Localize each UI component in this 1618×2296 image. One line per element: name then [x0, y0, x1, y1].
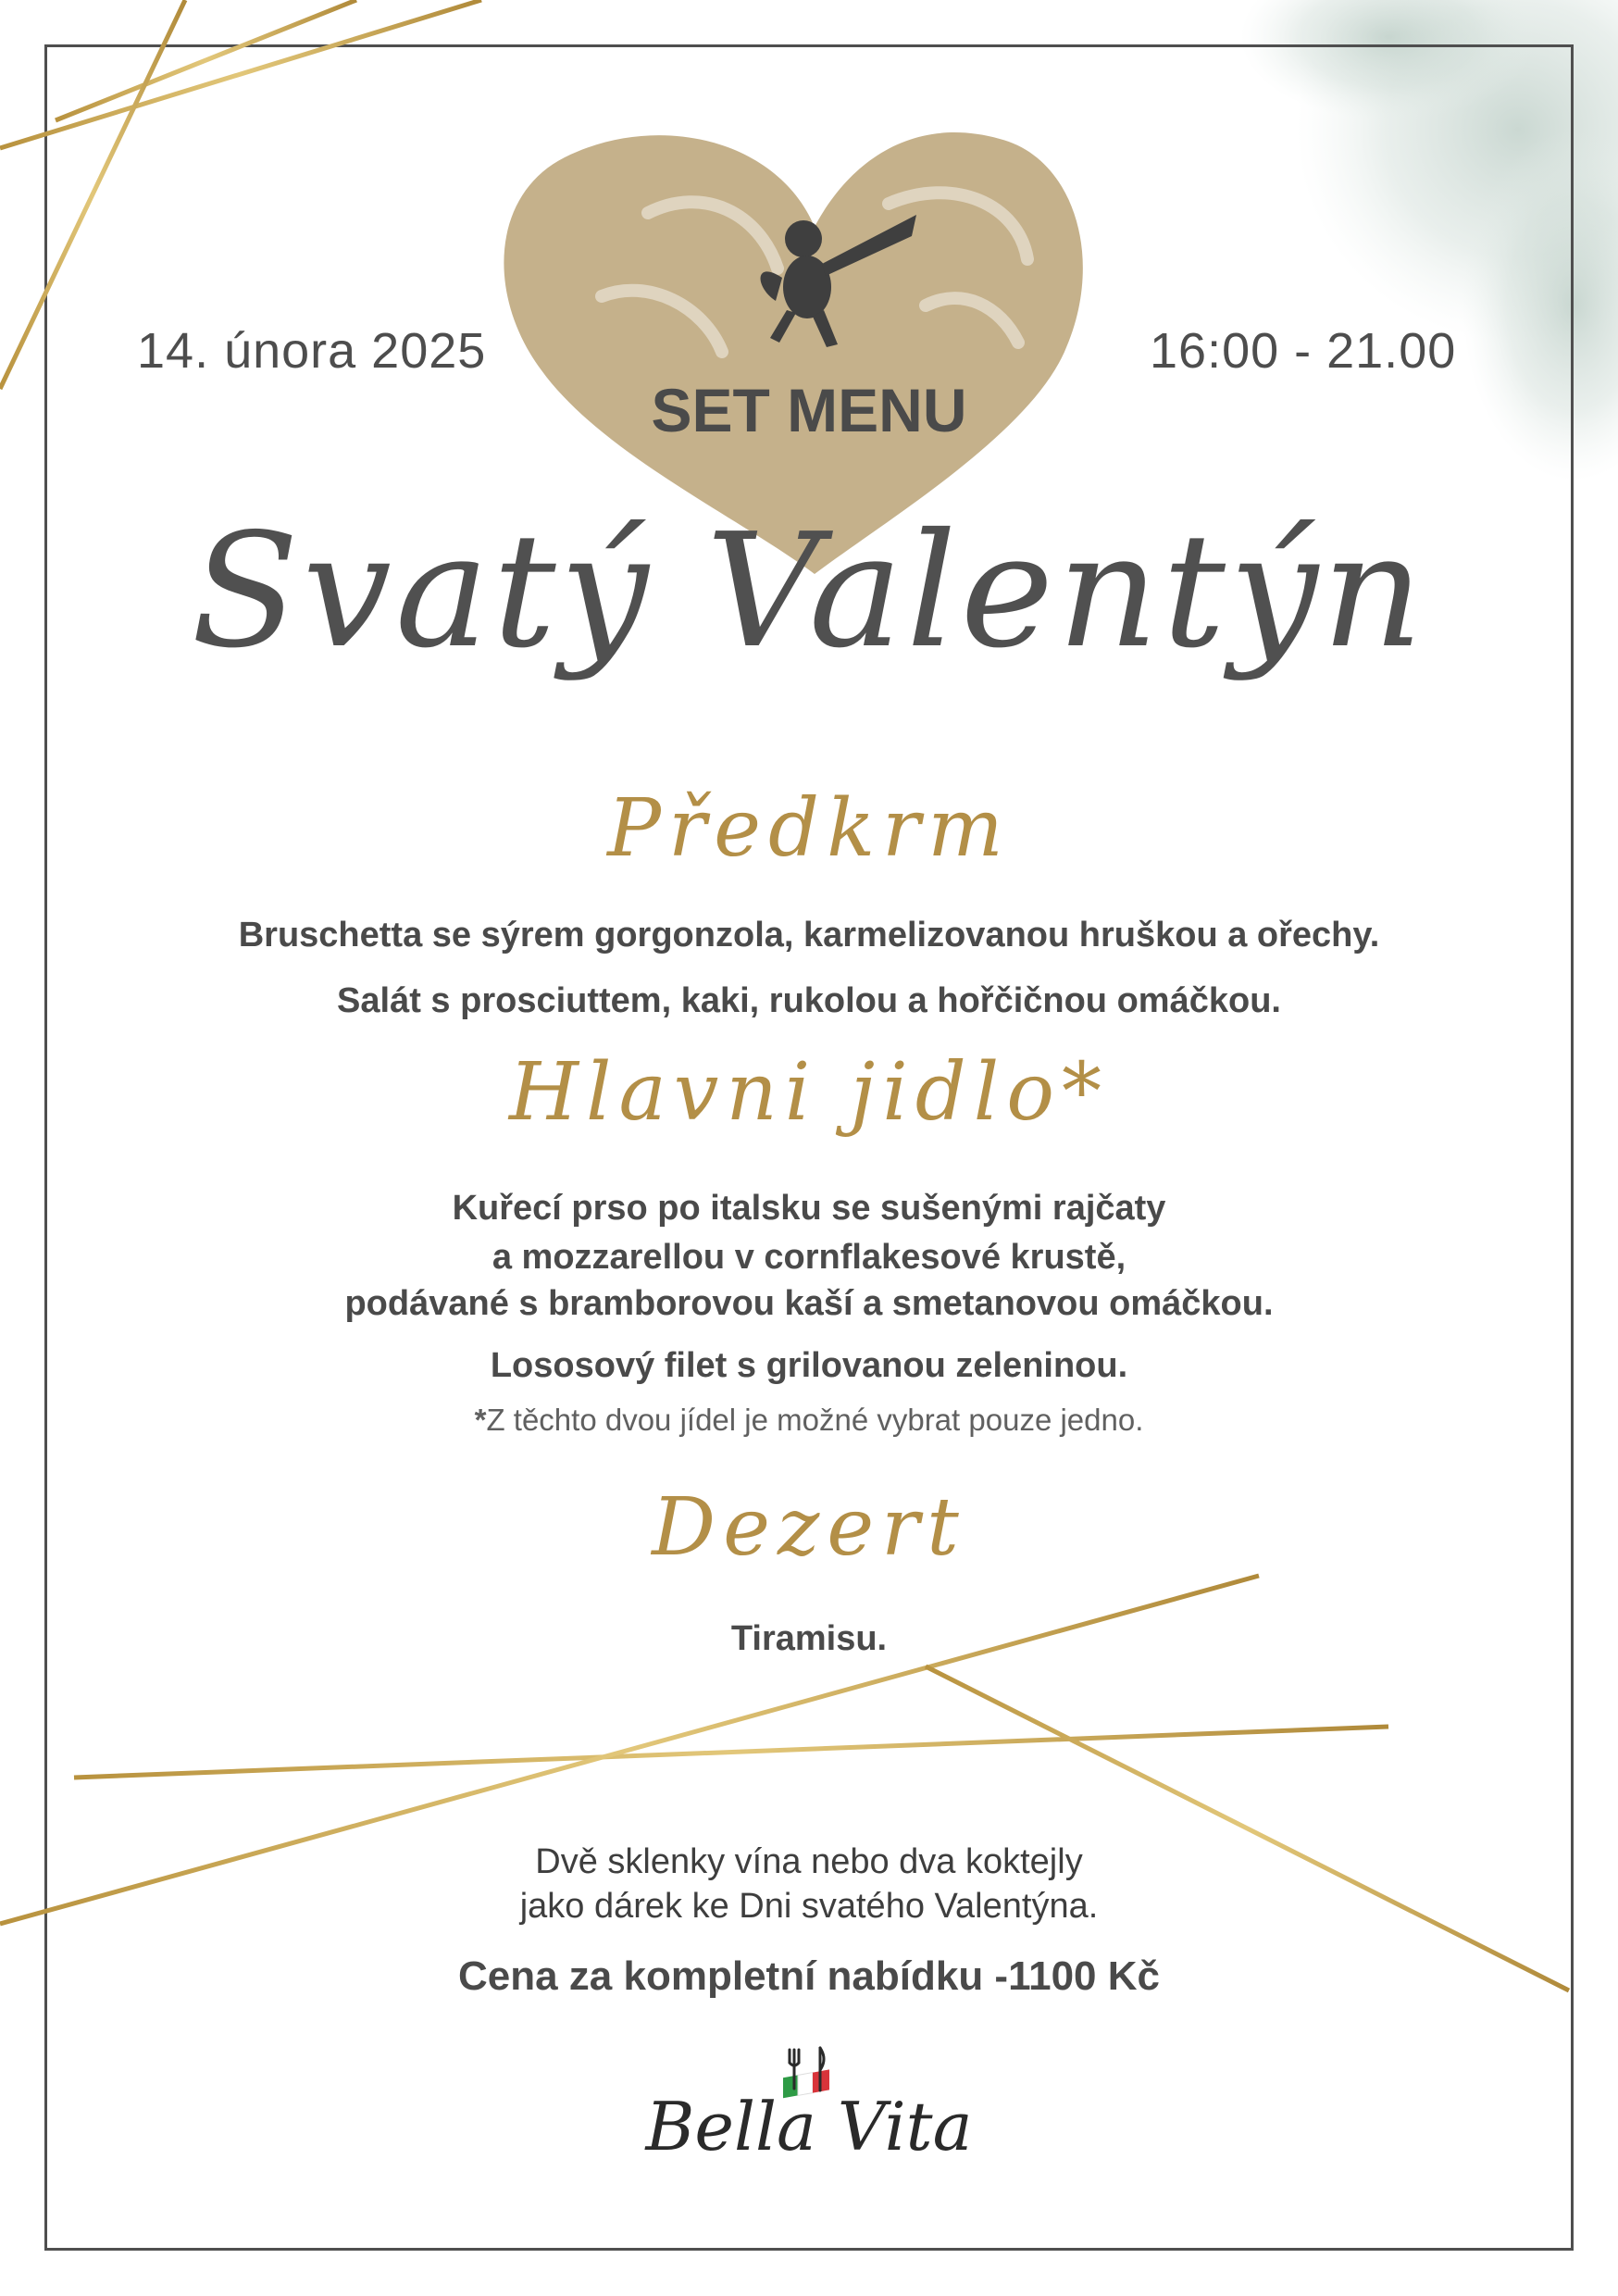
- price: Cena za kompletní nabídku -1100 Kč: [457, 1953, 1160, 1999]
- event-time: 16:00 - 21.00: [1150, 323, 1457, 379]
- page-title: Svatý Valentýn: [191, 500, 1427, 683]
- menu-item: a mozzarellou v cornflakesové krustě,: [492, 1238, 1126, 1277]
- menu-item: Kuřecí prso po italsku se sušenými rajčaty: [452, 1189, 1166, 1228]
- section-heading-main-course: Hlavni jidlo*: [508, 1046, 1110, 1139]
- section-heading-starter: Předkrm: [607, 782, 1011, 875]
- note-text: Z těchto dvou jídel je možné vybrat pouze jedno.: [486, 1403, 1144, 1437]
- menu-item: Bruschetta se sýrem gorgonzola, karmelizovanou hruškou a ořechy.: [238, 916, 1380, 955]
- menu-item: Tiramisu.: [730, 1619, 888, 1658]
- note-asterisk: *: [474, 1403, 487, 1437]
- menu-item: Lososový filet s grilovanou zeleninou.: [490, 1346, 1128, 1385]
- main-course-note: [0, 1403, 1618, 1438]
- section-heading-dessert: Dezert: [652, 1481, 966, 1574]
- brand-logo: Bella Vita: [645, 2088, 973, 2165]
- event-date: 14. února 2025: [137, 323, 487, 379]
- menu-item: Salát s prosciuttem, kaki, rukolou a hořčičnou omáčkou.: [337, 981, 1281, 1020]
- menu-item: podávané s bramborovou kaší a smetanovou omáčkou.: [344, 1284, 1274, 1323]
- gift-line: jako dárek ke Dni svatého Valentýna.: [519, 1887, 1099, 1926]
- set-menu-label: SET MENU: [651, 376, 967, 444]
- gift-line: Dvě sklenky vína nebo dva koktejly: [535, 1842, 1083, 1881]
